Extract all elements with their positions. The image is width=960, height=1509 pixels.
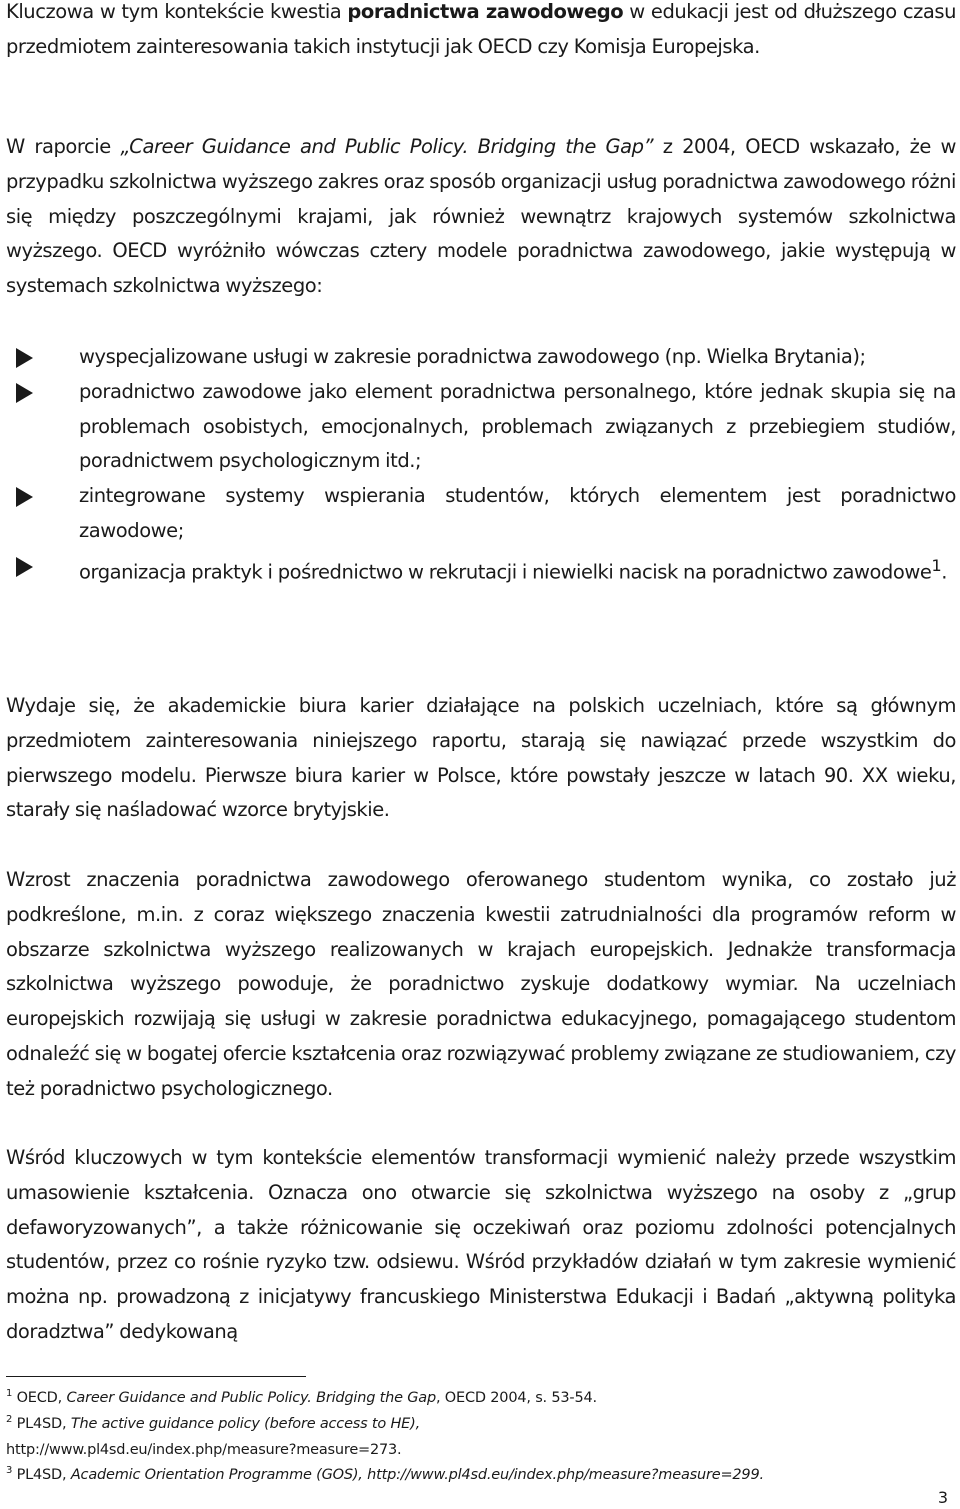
page-number: 3 [937,1488,948,1507]
list-item-end: . [941,560,948,584]
intro-text-end: w edukacji jest od dłuższego czasu przedmiotem zainteresowania takich instytucji jak OECD czy Komisja Europejska. [6,0,957,58]
footnote-text: PL4SD, [12,1415,71,1432]
list-item [6,375,956,479]
footnote-divider [6,1376,306,1377]
footnote-text-end: , OECD 2004, s. 53-54. [435,1390,597,1406]
list-item-text: poradnictwo zawodowe jako element poradnictwa personalnego, które jednak skupia się na problemach osobistych, emocjonalnych, problemach związanych z przebiegiem studiów, poradnictwem psychologicznym itd.; [79,379,956,473]
list-item [6,340,956,375]
footnote-number: 2 [6,1413,13,1425]
footnote-number: 3 [6,1465,13,1477]
footnote-ref[interactable]: 1 [931,555,942,575]
footnote-number: 1 [6,1388,13,1400]
guidance-models-list [6,340,956,590]
report-title: „Career Guidance and Public Policy. Bridging the Gap” [120,135,654,158]
footnote-url[interactable]: http://www.pl4sd.eu/index.php/measure?measure=273. [6,1441,402,1458]
intro-bold-term: poradnictwa zawodowego [347,0,624,23]
report-text-start: W raporcie [6,135,121,158]
paragraph-oecd-report [6,130,956,304]
paragraph-guidance-growth: Wzrost znaczenia poradnictwa zawodowego oferowanego studentom wynika, co zostało już podkreślone, m.in. z coraz większego znaczenia kwestii zatrudnialności dla programów reform w obszarze szkolnictwa wyższego realizowanych w krajach europejskich. Jednakże transformacja szkolnictwa wyższego powoduje, że poradnictwo zyskuje dodatkowy wymiar. Na uczelniach europejskich rozwijają się usługi w zakresie poradnictwa edukacyjnego, pomagającego studentom odnaleźć się w bogatej ofercie kształcenia oraz rozwiązywać problemy związane ze studiowaniem, czy też poradnictwo psychologicznego. [6,868,956,1100]
footnote-text: PL4SD, [12,1467,71,1484]
paragraph-transformation: Wśród kluczowych w tym kontekście elementów transformacji wymienić należy przede wszystkim umasowienie kształcenia. Oznacza ono otwarcie się szkolnictwa wyższego na osoby z „grup defaworyzowanych”, a także różnicowanie się oczekiwań oraz poziomu zdolności potencjalnych studentów, przez co rośnie ryzyko tzw. odsiewu. Wśród przykładów działań w tym zakresie wymienić można np. prowadzoną z inicjatywy francuskiego Ministerstwa Edukacji i Badań „aktywną polityka doradztwa” dedykowaną [6,1146,956,1343]
footnote [6,1386,956,1412]
list-item-text: zintegrowane systemy wspierania studentów, których elementem jest poradnictwo zawodowe; [79,484,956,542]
paragraph-career-offices: Wydaje się, że akademickie biura karier działające na polskich uczelniach, które są głównym przedmiotem zainteresowania niniejszego raportu, starają się nawiązać przede wszystkim do pierwszego modelu. Pierwsze biura karier w Polsce, które powstały jeszcze w latach 90. XX wieku, starały się naśladować wzorce brytyjskie. [6,694,956,822]
triangle-bullet-icon [16,348,33,368]
footnote-title: The active guidance policy (before access to HE), [70,1415,421,1432]
list-item-text: wyspecjalizowane usługi w zakresie poradnictwa zawodowego (np. Wielka Brytania); [79,345,866,368]
footnote-continuation [6,1438,956,1464]
footnote-title: Career Guidance and Public Policy. Bridging the Gap [66,1390,436,1406]
list-item-text [79,549,956,590]
footnote-text: OECD, [12,1390,67,1406]
footnote-title: Academic Orientation Programme (GOS), http://www.pl4sd.eu/index.php/measure?measure=299. [70,1467,764,1484]
list-item [6,549,956,590]
triangle-bullet-icon [16,487,33,507]
intro-text: Kluczowa w tym kontekście kwestia [6,0,348,23]
triangle-bullet-icon [16,557,33,577]
footnote [6,1463,956,1489]
footnotes [6,1386,956,1489]
triangle-bullet-icon [16,383,33,403]
paragraph-intro [6,0,956,65]
footnote [6,1412,956,1438]
list-item-text-main: organizacja praktyk i pośrednictwo w rekrutacji i niewielki nacisk na poradnictwo zawodowe [79,560,932,584]
list-item [6,479,956,549]
report-text: z 2004, OECD wskazało, że w przypadku szkolnictwa wyższego zakres oraz sposób organizacji usług poradnictwa zawodowego różni się między poszczególnymi krajami, jak również wewnątrz krajowych systemów szkolnictwa wyższego. OECD wyróżniło wówczas cztery modele poradnictwa zawodowego, jakie występują w systemach szkolnictwa wyższego: [6,135,956,298]
